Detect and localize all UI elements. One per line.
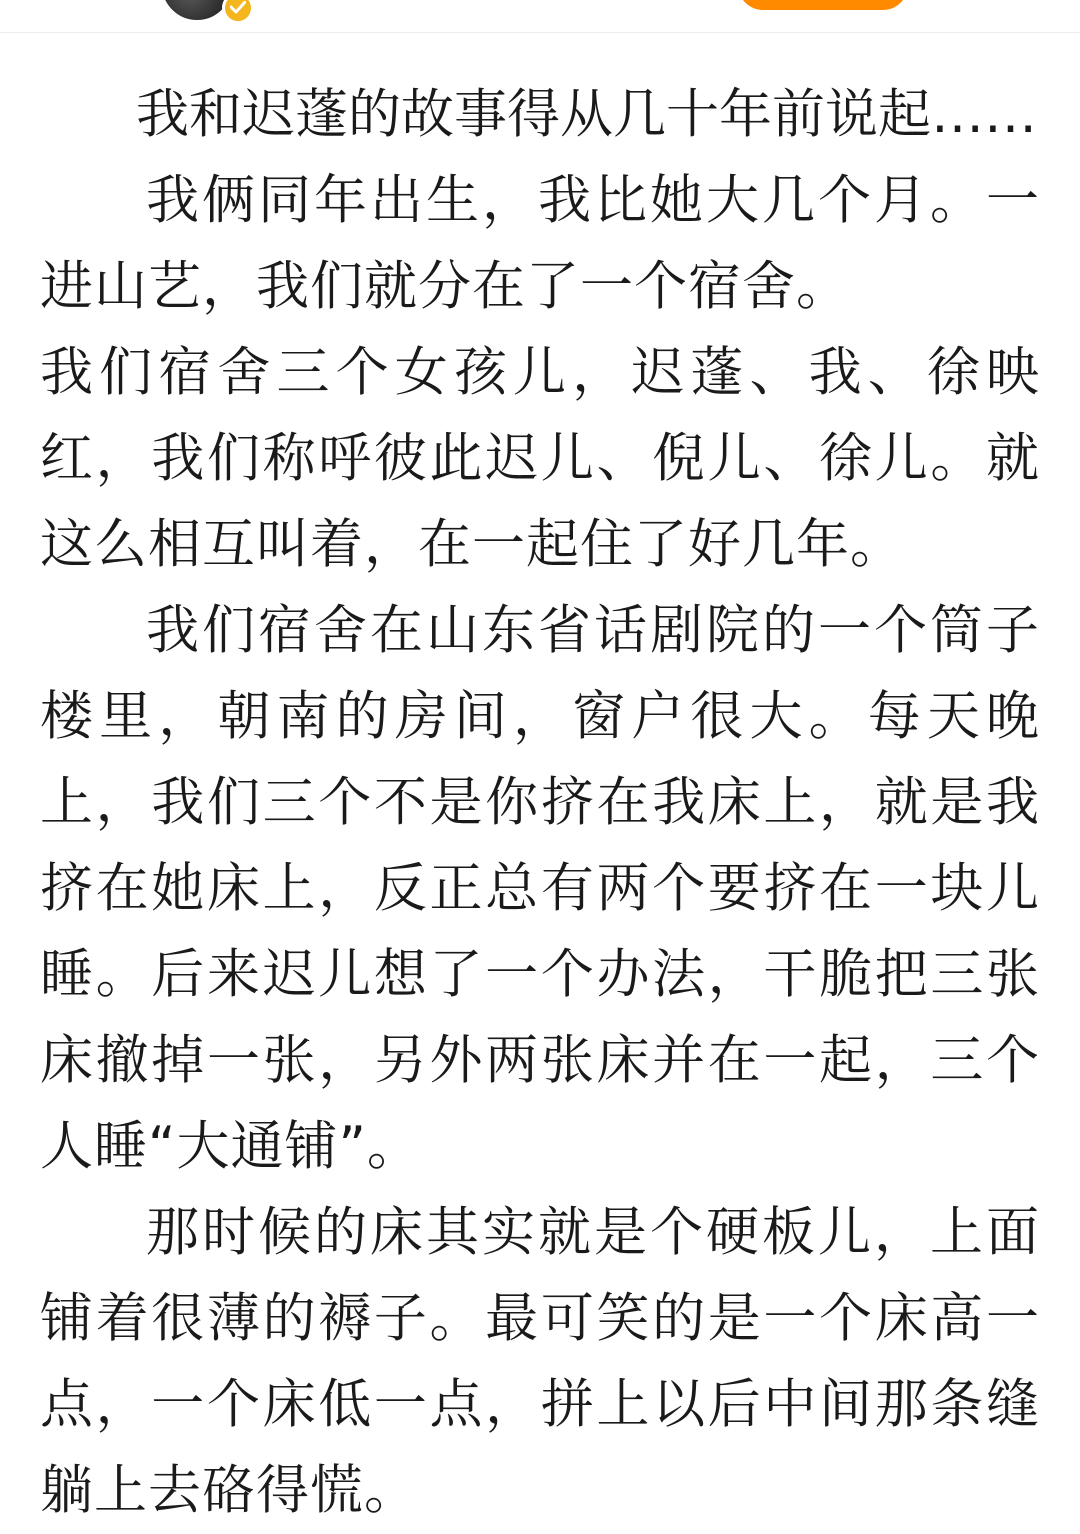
follow-button[interactable] [738, 0, 908, 10]
post-paragraph: 我们宿舍三个女孩儿，迟蓬、我、徐映红，我们称呼彼此迟儿、倪儿、徐儿。就这么相互叫着，在一起住了好几年。 [40, 342, 1040, 575]
post-paragraph: 我们宿舍在山东省话剧院的一个筒子楼里，朝南的房间，窗户很大。每天晚上，我们三个不是你挤在我床上，就是我挤在她床上，反正总有两个要挤在一块儿睡。后来迟儿想了一个办法，干脆把三张床撤掉一张，另外两张床并在一起，三个人睡“大通铺”。 [40, 600, 1040, 1177]
post-paragraph: 那时候的床其实就是个硬板儿，上面铺着很薄的褥子。最可笑的是一个床高一点，一个床低一点，拼上以后中间那条缝躺上去硌得慌。 [40, 1202, 1040, 1521]
verified-badge-icon [222, 0, 254, 24]
post-body [40, 72, 1040, 1534]
post-paragraph: 我俩同年出生，我比她大几个月。一进山艺，我们就分在了一个宿舍。 [40, 170, 1040, 317]
post-header [0, 0, 1080, 33]
post-paragraph: 我和迟蓬的故事得从几十年前说起…… [136, 84, 1037, 145]
